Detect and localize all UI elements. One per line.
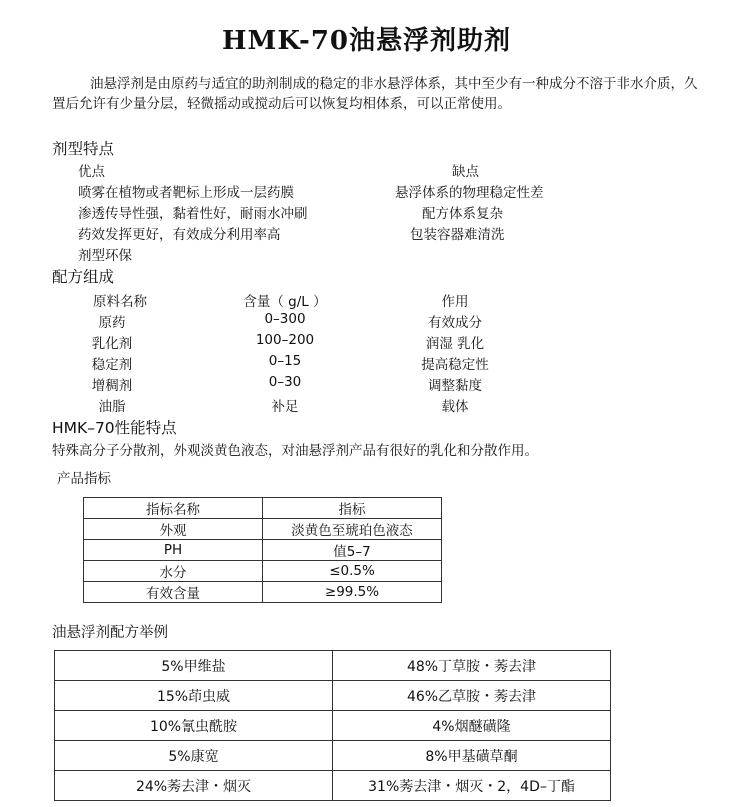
formula-cell: 乳化剂	[91, 336, 133, 352]
table-row	[55, 771, 611, 801]
formula-cell: 油脂	[98, 399, 126, 415]
spec-cell: 淡黄色至琥珀色液态	[263, 519, 442, 540]
formula-heading: 配方组成	[52, 268, 115, 286]
table-row	[55, 711, 611, 741]
intro-paragraph: 油悬浮剂是由原药与适宜的助剂制成的稳定的非水悬浮体系，其中至少有一种成分不溶于非水介质，久置后允许有少量分层，轻微摇动或搅动后可以恢复均相体系，可以正常使用。	[52, 76, 698, 112]
spec-table	[83, 497, 442, 603]
spec-cell: PH	[84, 540, 263, 561]
spec-header-cell: 指标名称	[84, 498, 263, 519]
example-cell: 31%莠去津・烟灭・2，4D–丁酯	[333, 771, 611, 801]
table-row	[55, 681, 611, 711]
features-heading: 剂型特点	[52, 140, 115, 158]
table-row	[84, 540, 442, 561]
table-row	[84, 561, 442, 582]
formula-cell: 稳定剂	[91, 357, 133, 373]
table-row	[55, 741, 611, 771]
example-cell: 5%甲维盐	[55, 651, 333, 681]
example-cell: 48%丁草胺・莠去津	[333, 651, 611, 681]
table-row	[84, 582, 442, 603]
spec-cell: ≥99.5%	[263, 582, 442, 603]
formula-cell: 润湿 乳化	[425, 336, 485, 352]
formula-cell: 0–300	[264, 311, 306, 327]
spec-cell: 外观	[84, 519, 263, 540]
con-item: 包装容器难清洗	[410, 227, 505, 243]
example-cell: 10%氰虫酰胺	[55, 711, 333, 741]
formula-col-header: 含量（ g/L ）	[243, 294, 327, 310]
example-cell: 8%甲基磺草酮	[333, 741, 611, 771]
formula-cell: 补足	[271, 399, 299, 415]
pro-item: 药效发挥更好，有效成分利用率高	[78, 227, 281, 243]
pro-item: 喷雾在植物或者靶标上形成一层药膜	[78, 185, 294, 201]
con-item: 悬浮体系的物理稳定性差	[395, 185, 544, 201]
formula-cell: 提高稳定性	[421, 357, 489, 373]
formula-cell: 原药	[98, 315, 126, 331]
spec-header-cell: 指标	[263, 498, 442, 519]
example-cell: 15%茚虫威	[55, 681, 333, 711]
performance-text: 特殊高分子分散剂，外观淡黄色液态，对油悬浮剂产品有很好的乳化和分散作用。	[52, 443, 538, 459]
example-cell: 4%烟醚磺隆	[333, 711, 611, 741]
pro-item: 渗透传导性强，黏着性好，耐雨水冲刷	[78, 206, 308, 222]
formula-col-header: 作用	[441, 294, 469, 310]
examples-table	[54, 650, 611, 801]
spec-cell: ≤0.5%	[263, 561, 442, 582]
example-cell: 24%莠去津・烟灭	[55, 771, 333, 801]
formula-cell: 0–15	[268, 353, 302, 369]
spec-cell: 水分	[84, 561, 263, 582]
formula-cell: 100–200	[255, 332, 315, 348]
cons-header: 缺点	[452, 164, 479, 180]
example-cell: 5%康宽	[55, 741, 333, 771]
table-row	[84, 519, 442, 540]
spec-cell: 值5–7	[263, 540, 442, 561]
performance-heading: HMK–70性能特点	[52, 419, 177, 437]
formula-cell: 有效成分	[428, 315, 482, 331]
spec-cell: 有效含量	[84, 582, 263, 603]
formula-cell: 载体	[441, 399, 469, 415]
formula-col-header: 原料名称	[93, 294, 147, 310]
examples-heading: 油悬浮剂配方举例	[52, 625, 168, 641]
table-row	[84, 498, 442, 519]
example-cell: 46%乙草胺・莠去津	[333, 681, 611, 711]
table-row	[55, 651, 611, 681]
formula-cell: 0–30	[268, 374, 302, 390]
formula-cell: 调整黏度	[428, 378, 482, 394]
page-title: HMK-70油悬浮剂助剂	[221, 26, 512, 56]
spec-heading: 产品指标	[57, 471, 111, 487]
pros-header: 优点	[78, 164, 105, 180]
con-item: 配方体系复杂	[422, 206, 503, 222]
formula-cell: 增稠剂	[91, 378, 133, 394]
pro-item: 剂型环保	[78, 248, 132, 264]
